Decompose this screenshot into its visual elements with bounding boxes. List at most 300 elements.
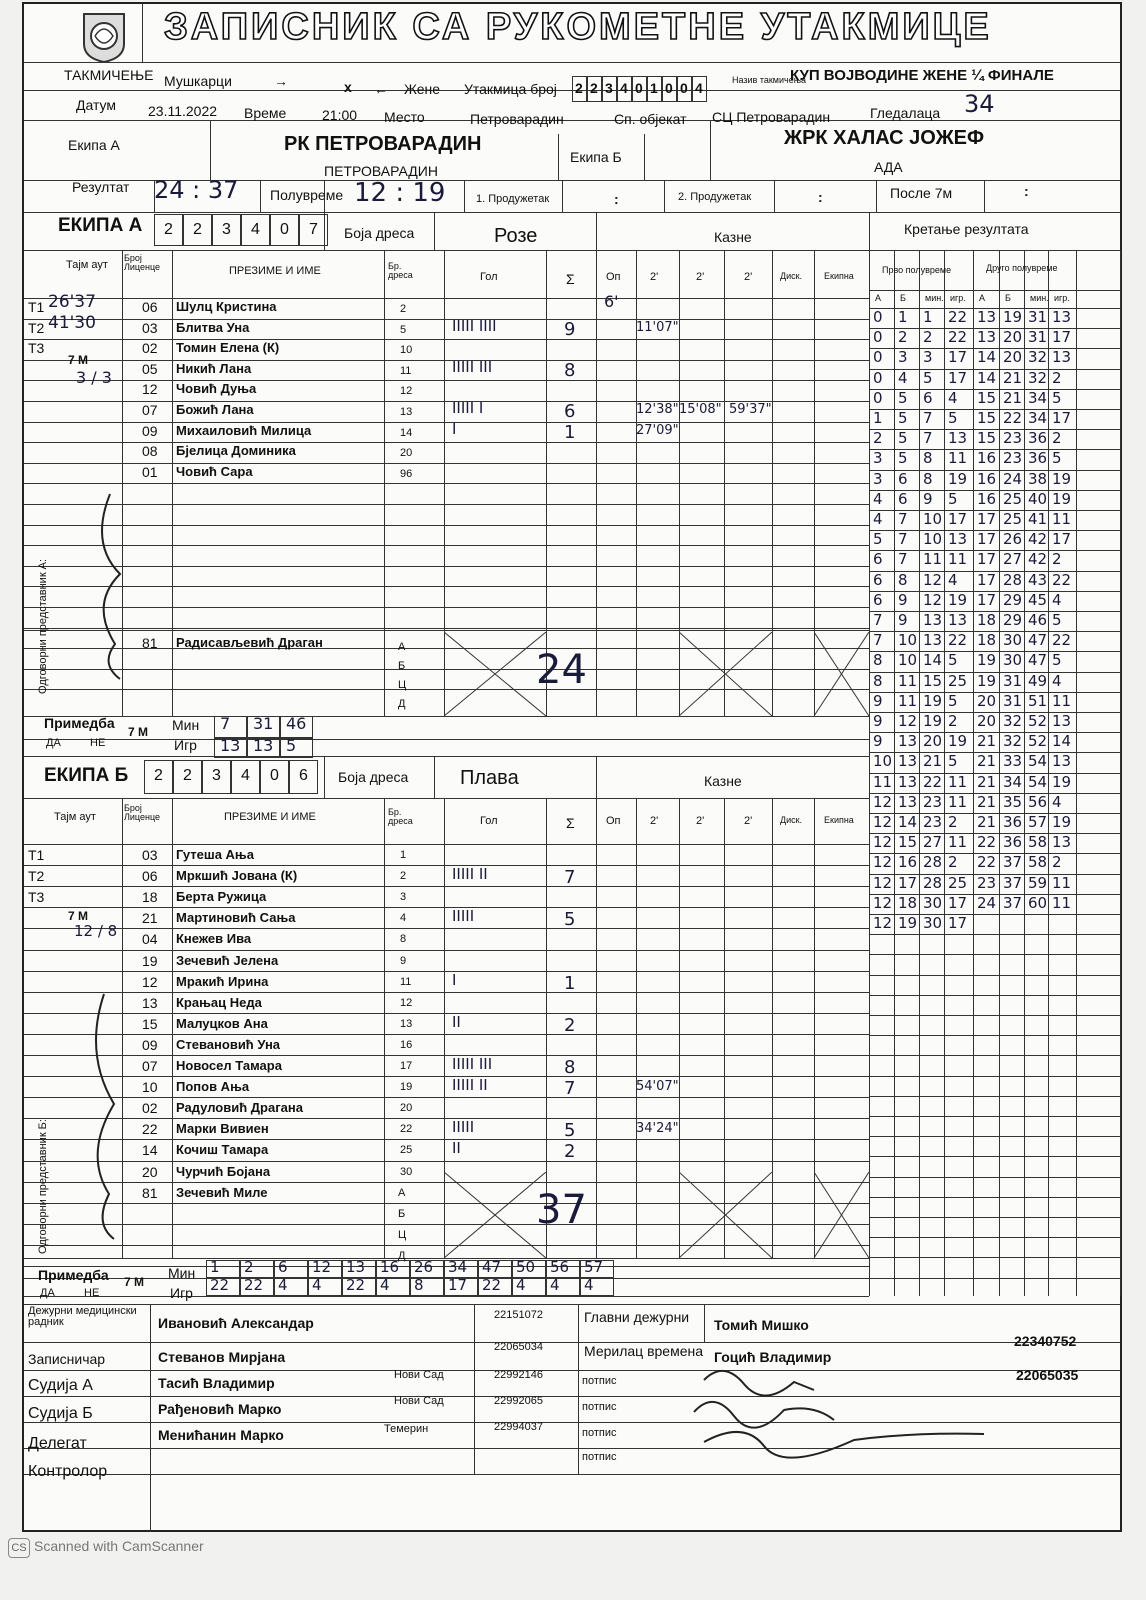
player-name: Марки Вивиен — [176, 1121, 269, 1137]
seven-m-game-b: 4 — [516, 1276, 526, 1294]
player-license: 09 — [142, 422, 158, 439]
progress-cell: 37 — [1003, 893, 1023, 912]
progress-cell: 9 — [873, 712, 883, 730]
player-name: Човић Сара — [176, 463, 253, 479]
grid-line — [24, 607, 869, 608]
progress-cell: 13 — [1052, 308, 1072, 326]
after7m-value: : — [1024, 183, 1029, 199]
progress-cell: 23 — [923, 792, 943, 811]
team-b-block-label: ЕКИПА Б — [44, 765, 129, 786]
team-a-total: 24 — [536, 647, 587, 693]
timeout-label-a: T2 — [28, 319, 45, 336]
player-jersey: 11 — [400, 975, 412, 988]
progress-cell: 58 — [1028, 833, 1048, 852]
progress-cell: 37 — [1003, 853, 1023, 872]
seven-m-game-b: 22 — [346, 1276, 366, 1294]
progress-col-header: А — [979, 293, 986, 303]
progress-cell: 4 — [1052, 792, 1062, 811]
grid-line — [24, 739, 869, 740]
competition-name-label: Назив такмичења — [732, 75, 807, 85]
col-team-b: Екипна — [824, 815, 854, 825]
progress-cell: 18 — [977, 611, 997, 629]
timeout-label-b: T2 — [28, 868, 45, 885]
progress-cell: 23 — [923, 813, 943, 831]
progress-cell: 18 — [977, 631, 997, 650]
progress-cell: 19 — [1052, 489, 1072, 508]
seven-m-min-b: 26 — [414, 1258, 434, 1276]
women-label: Жене — [404, 81, 441, 97]
grid-line — [474, 1304, 475, 1474]
grid-line — [664, 180, 665, 212]
seven-m-min-label-a: Мин — [172, 717, 200, 733]
progress-cell: 20 — [977, 691, 997, 710]
progress-cell: 13 — [898, 752, 918, 771]
player-name: Мркшић Јована (К) — [176, 868, 298, 884]
player-suspension-1: 34'24" — [636, 1121, 679, 1137]
medic-label: Дежурни медицински радник — [28, 1305, 137, 1328]
progress-cell: 2 — [948, 853, 958, 872]
player-name: Никић Лана — [176, 360, 252, 376]
progress-cell: 13 — [1052, 752, 1072, 771]
chief-label: Главни дежурни — [584, 1309, 690, 1325]
progress-cell: 58 — [1028, 853, 1048, 872]
seven-m-game-b: 4 — [278, 1276, 288, 1294]
official-license-a: 81 — [142, 635, 158, 651]
player-license: 12 — [142, 973, 158, 990]
player-license: 21 — [142, 910, 158, 927]
player-goals-total: 1 — [564, 972, 576, 994]
progress-cell: 3 — [873, 469, 883, 488]
medic-license: 22151072 — [494, 1309, 543, 1321]
progress-cell: 28 — [923, 873, 943, 892]
progress-cell: 34 — [1028, 388, 1048, 407]
progress-cell: 20 — [1003, 328, 1023, 347]
progress-cell: 4 — [898, 368, 908, 387]
progress-cell: 7 — [898, 510, 908, 528]
delegate-label: Делегат — [28, 1435, 87, 1452]
grid-line — [636, 798, 637, 1258]
player-goal-tally: IIIII I — [452, 399, 484, 417]
player-license: 10 — [142, 1079, 158, 1096]
seven-m-min-b: 2 — [244, 1258, 254, 1276]
grid-line — [644, 134, 645, 180]
grid-line — [24, 586, 869, 587]
progress-cell: 13 — [948, 611, 968, 629]
referee-a-city: Нови Сад — [394, 1369, 444, 1381]
protest-yes-a: ДА — [46, 737, 61, 749]
col-2c-b: 2' — [744, 815, 753, 827]
progress-cell: 14 — [977, 368, 997, 387]
grid-line — [24, 1118, 869, 1119]
referee-b-signature-label: потпис — [582, 1401, 617, 1413]
progress-cell: 22 — [977, 853, 997, 872]
progress-cell: 24 — [1003, 469, 1023, 488]
match-no-digit: 4 — [620, 80, 628, 96]
grid-line — [24, 1161, 869, 1162]
grid-line — [24, 483, 869, 484]
grid-line — [578, 1304, 579, 1474]
progress-cell: 54 — [1028, 752, 1048, 771]
player-goals-total: 9 — [564, 318, 576, 340]
team-b-rep-signature — [74, 984, 134, 1244]
seven-m-game-b: 4 — [312, 1276, 322, 1294]
grid-line — [24, 212, 1120, 213]
progress-cell: 25 — [1003, 510, 1023, 528]
seven-m-min-a: 46 — [286, 714, 307, 733]
grid-line — [24, 1097, 869, 1098]
grid-line — [24, 120, 1120, 121]
progress-cell: 3 — [873, 449, 883, 468]
grid-line — [24, 1013, 869, 1014]
progress-cell: 5 — [923, 368, 933, 387]
progress-cell: 5 — [898, 429, 908, 448]
grid-line — [869, 1035, 1120, 1036]
progress-cell: 22 — [948, 328, 968, 347]
progress-cell: 19 — [977, 671, 997, 690]
progress-cell: 37 — [1003, 873, 1023, 892]
match-no-digit: 2 — [590, 80, 598, 96]
grid-line — [24, 865, 869, 866]
col-2a-b: 2' — [650, 815, 659, 827]
team-a-penalties-label: Казне — [714, 229, 752, 245]
progress-cell: 8 — [923, 449, 933, 468]
player-jersey: 11 — [400, 364, 412, 377]
team-b-code-digit: 6 — [299, 767, 308, 784]
progress-cell: 17 — [1052, 530, 1072, 549]
player-license: 02 — [142, 340, 158, 357]
progress-cell: 57 — [1028, 813, 1048, 831]
progress-cell: 13 — [898, 792, 918, 811]
progress-cell: 30 — [1003, 651, 1023, 670]
progress-cell: 52 — [1028, 712, 1048, 730]
progress-cell: 4 — [1052, 671, 1062, 690]
progress-cell: 8 — [898, 570, 908, 589]
progress-cell: 25 — [948, 873, 968, 892]
progress-cell: 8 — [873, 651, 883, 670]
timekeeper-name: Гоцић Владимир — [714, 1349, 832, 1365]
grid-line — [869, 1116, 1120, 1117]
player-name: Зечевић Јелена — [176, 952, 279, 968]
official-letter-b: Б — [398, 1207, 406, 1220]
match-no-digit: 1 — [650, 80, 658, 96]
progress-cell: 15 — [977, 388, 997, 407]
player-license: 01 — [142, 463, 158, 480]
progress-cell: 12 — [873, 813, 893, 831]
grid-line — [324, 212, 325, 250]
player-goals-total: 6 — [564, 401, 576, 422]
player-goal-tally: IIIII II — [452, 865, 488, 884]
first-half-label: Прво полувреме — [882, 265, 952, 275]
progress-cell: 11 — [948, 833, 968, 852]
col-disq-b: Диск. — [780, 815, 803, 825]
grid-line — [210, 120, 211, 180]
progress-label: Кретање резултата — [904, 221, 1029, 237]
cell-box — [280, 738, 313, 758]
team-b-jersey-label: Боја дреса — [338, 769, 409, 785]
seven-m-game-b: 8 — [414, 1276, 424, 1294]
progress-cell: 32 — [1028, 368, 1048, 387]
team-b-code-digit: 2 — [183, 767, 192, 784]
delegate-name: Менићанин Марко — [158, 1427, 284, 1443]
progress-cell: 0 — [873, 348, 883, 367]
progress-cell: 4 — [873, 510, 883, 528]
progress-cell: 11 — [1052, 510, 1072, 528]
player-jersey: 30 — [400, 1165, 413, 1178]
seven-m-min-b: 47 — [482, 1258, 502, 1276]
seven-m-min-a: 31 — [253, 714, 274, 733]
progress-cell: 31 — [1003, 671, 1023, 690]
progress-cell: 51 — [1028, 691, 1048, 710]
progress-cell: 13 — [948, 429, 968, 448]
progress-cell: 4 — [948, 388, 958, 407]
progress-cell: 30 — [923, 893, 943, 912]
grid-line — [558, 134, 559, 180]
match-report-sheet — [22, 2, 1122, 1532]
progress-cell: 29 — [1003, 590, 1023, 609]
player-goal-tally: I — [452, 970, 457, 989]
progress-cell: 21 — [977, 732, 997, 751]
seven-m-game-label-b: Игр — [170, 1285, 193, 1301]
grid-line — [869, 975, 1120, 976]
progress-cell: 19 — [898, 914, 918, 932]
player-license: 08 — [142, 443, 158, 460]
grid-line — [24, 504, 869, 505]
grid-line — [24, 1055, 869, 1056]
progress-cell: 6 — [873, 570, 883, 589]
seven-m-game-b: 4 — [584, 1276, 594, 1294]
player-jersey: 9 — [400, 954, 407, 967]
progress-cell: 5 — [898, 449, 908, 468]
progress-cell: 30 — [923, 914, 943, 932]
player-jersey: 3 — [400, 891, 407, 904]
grid-line — [24, 525, 869, 526]
progress-cell: 3 — [898, 348, 908, 367]
progress-col-header: игр. — [1054, 293, 1070, 303]
grid-line — [464, 180, 465, 212]
halftime-value: 12 : 19 — [354, 178, 446, 208]
progress-cell: 32 — [1003, 732, 1023, 751]
halftime-label: Полувреме — [270, 187, 344, 203]
progress-cell: 52 — [1028, 732, 1048, 751]
progress-cell: 11 — [948, 772, 968, 791]
progress-cell: 11 — [1052, 893, 1072, 912]
progress-cell: 9 — [873, 691, 883, 710]
progress-cell: 11 — [948, 550, 968, 569]
seven-m-game-label-a: Игр — [174, 737, 197, 753]
team-b-code-digit: 3 — [212, 767, 221, 784]
seven-m-label-b2: 7 M — [124, 1275, 145, 1289]
men-label: Мушкарци — [164, 73, 232, 89]
progress-cell: 32 — [1028, 348, 1048, 367]
referee-a-name: Тасић Владимир — [158, 1375, 275, 1391]
official-letter-a: Ц — [398, 679, 407, 691]
crossed-out-box — [814, 1172, 869, 1258]
official-letter-a: Д — [398, 698, 406, 710]
progress-cell: 13 — [948, 530, 968, 549]
grid-line — [24, 716, 869, 717]
progress-cell: 13 — [977, 308, 997, 326]
progress-cell: 0 — [873, 328, 883, 347]
progress-cell: 5 — [948, 409, 958, 427]
progress-cell: 19 — [923, 691, 943, 710]
official-letter-b: Д — [398, 1249, 406, 1262]
col-warn-b: Оп — [606, 815, 621, 827]
player-license: 12 — [142, 381, 158, 398]
progress-cell: 12 — [873, 833, 893, 852]
grid-line — [260, 180, 261, 212]
progress-col-header: мин. — [1030, 293, 1049, 303]
crossed-out-box — [444, 632, 546, 716]
seven-m-min-b: 12 — [312, 1258, 332, 1276]
progress-cell: 14 — [1052, 732, 1072, 751]
grid-line — [24, 1076, 869, 1077]
team-b-code-digit: 2 — [154, 767, 163, 784]
progress-cell: 5 — [898, 409, 908, 427]
time-value: 21:00 — [322, 107, 358, 123]
progress-cell: 11 — [1052, 873, 1072, 892]
scorer-license: 22065034 — [494, 1341, 543, 1353]
progress-cell: 46 — [1028, 611, 1048, 629]
timeout-label-a: T1 — [28, 299, 45, 315]
progress-cell: 42 — [1028, 550, 1048, 569]
progress-cell: 11 — [948, 449, 968, 468]
progress-cell: 14 — [898, 813, 918, 831]
progress-cell: 13 — [898, 732, 918, 751]
women-mark: x — [344, 79, 352, 95]
progress-cell: 13 — [1052, 348, 1072, 367]
progress-cell: 27 — [923, 833, 943, 852]
progress-cell: 8 — [873, 671, 883, 690]
player-license: 09 — [142, 1036, 158, 1053]
progress-cell: 5 — [1052, 611, 1062, 629]
player-goal-tally: IIIII III — [452, 1055, 493, 1073]
referee-b-license: 22992065 — [494, 1395, 543, 1407]
player-goals-total: 2 — [564, 1141, 576, 1163]
grid-line — [704, 1304, 705, 1342]
progress-cell: 9 — [923, 489, 933, 508]
progress-cell: 56 — [1028, 792, 1048, 811]
grid-line — [172, 798, 173, 1258]
player-name: Човић Дуња — [176, 381, 257, 397]
seven-m-game-b: 22 — [482, 1276, 502, 1294]
match-no-digit: 4 — [695, 80, 703, 96]
progress-cell: 3 — [923, 348, 933, 367]
progress-cell: 45 — [1028, 590, 1048, 609]
progress-cell: 36 — [1003, 813, 1023, 831]
player-jersey: 16 — [400, 1038, 413, 1051]
referee-a-signature-label: потпис — [582, 1375, 617, 1387]
progress-cell: 5 — [948, 489, 958, 508]
player-license: 14 — [142, 1142, 158, 1159]
team-a-code-digit: 2 — [193, 221, 202, 238]
progress-cell: 10 — [898, 631, 918, 650]
spectators-value: 34 — [964, 90, 995, 118]
progress-cell: 12 — [873, 873, 893, 892]
team-b-code-digit: 0 — [270, 767, 279, 784]
progress-col-header: Б — [1005, 293, 1011, 303]
progress-cell: 40 — [1028, 489, 1048, 508]
progress-cell: 17 — [977, 570, 997, 589]
scorer-label: Записничар — [28, 1351, 106, 1367]
grid-line — [869, 1055, 1120, 1056]
progress-cell: 2 — [948, 813, 958, 831]
col-name-a: ПРЕЗИМЕ И ИМЕ — [229, 265, 321, 277]
medic-name: Ивановић Александар — [158, 1315, 314, 1331]
player-jersey: 12 — [400, 385, 413, 398]
progress-cell: 26 — [1003, 530, 1023, 549]
seven-m-min-label-b: Мин — [168, 1265, 196, 1281]
progress-cell: 27 — [1003, 550, 1023, 569]
progress-cell: 22 — [1003, 409, 1023, 427]
men-arrow: → — [274, 73, 288, 89]
progress-cell: 11 — [898, 691, 918, 710]
progress-cell: 20 — [1003, 348, 1023, 367]
player-name: Стевановић Уна — [176, 1036, 281, 1052]
col-sum-a: Σ — [566, 271, 575, 287]
delegate-license: 22994037 — [494, 1421, 543, 1433]
player-warning: 6' — [604, 292, 619, 311]
progress-cell: 5 — [1052, 449, 1062, 468]
progress-cell: 6 — [873, 550, 883, 569]
progress-cell: 43 — [1028, 570, 1048, 589]
team-b-label: Екипа Б — [570, 149, 622, 165]
progress-cell: 13 — [1052, 712, 1072, 730]
match-no-digit: 0 — [635, 80, 643, 96]
progress-cell: 25 — [1003, 489, 1023, 508]
progress-cell: 21 — [977, 752, 997, 771]
player-name: Берта Ружица — [176, 889, 267, 905]
team-a-code-digit: 3 — [222, 221, 231, 238]
progress-cell: 21 — [923, 752, 943, 771]
progress-cell: 22 — [977, 833, 997, 852]
team-a-code-digit: 0 — [280, 221, 289, 238]
crossed-out-box — [444, 1172, 546, 1258]
progress-cell: 14 — [923, 651, 943, 670]
grid-line — [869, 1015, 1120, 1016]
official-name-a: Радисављевић Драган — [176, 635, 323, 650]
protest-label-b: Примедба — [38, 1267, 109, 1283]
player-license: 20 — [142, 1163, 158, 1180]
seven-m-min-b: 6 — [278, 1258, 288, 1276]
player-jersey: 25 — [400, 1144, 413, 1157]
player-goals-total: 8 — [564, 1057, 576, 1078]
match-no-digit: 0 — [665, 80, 673, 96]
grid-line — [869, 995, 1120, 996]
player-license: 04 — [142, 931, 158, 948]
team-b-rep-label: Одговорни представник Б: — [37, 1119, 49, 1254]
progress-cell: 16 — [898, 853, 918, 872]
player-goal-tally: II — [452, 1012, 461, 1031]
grid-line — [710, 120, 711, 180]
player-jersey: 2 — [400, 870, 407, 883]
player-goals-total: 8 — [564, 359, 576, 381]
progress-cell: 15 — [923, 671, 943, 690]
progress-cell: 18 — [898, 893, 918, 912]
player-goals-total: 7 — [564, 867, 576, 889]
ot2-value: : — [818, 189, 823, 205]
grid-line — [24, 971, 869, 972]
competition-label: ТАКМИЧЕЊЕ — [64, 67, 154, 83]
grid-line — [869, 290, 1120, 291]
progress-cell: 2 — [898, 328, 908, 347]
progress-cell: 1 — [898, 308, 908, 326]
player-name: Новосел Тамара — [176, 1058, 282, 1073]
progress-col-header: игр. — [950, 293, 966, 303]
progress-cell: 5 — [898, 388, 908, 407]
progress-cell: 6 — [873, 590, 883, 609]
grid-line — [324, 756, 325, 798]
progress-cell: 10 — [873, 752, 893, 771]
